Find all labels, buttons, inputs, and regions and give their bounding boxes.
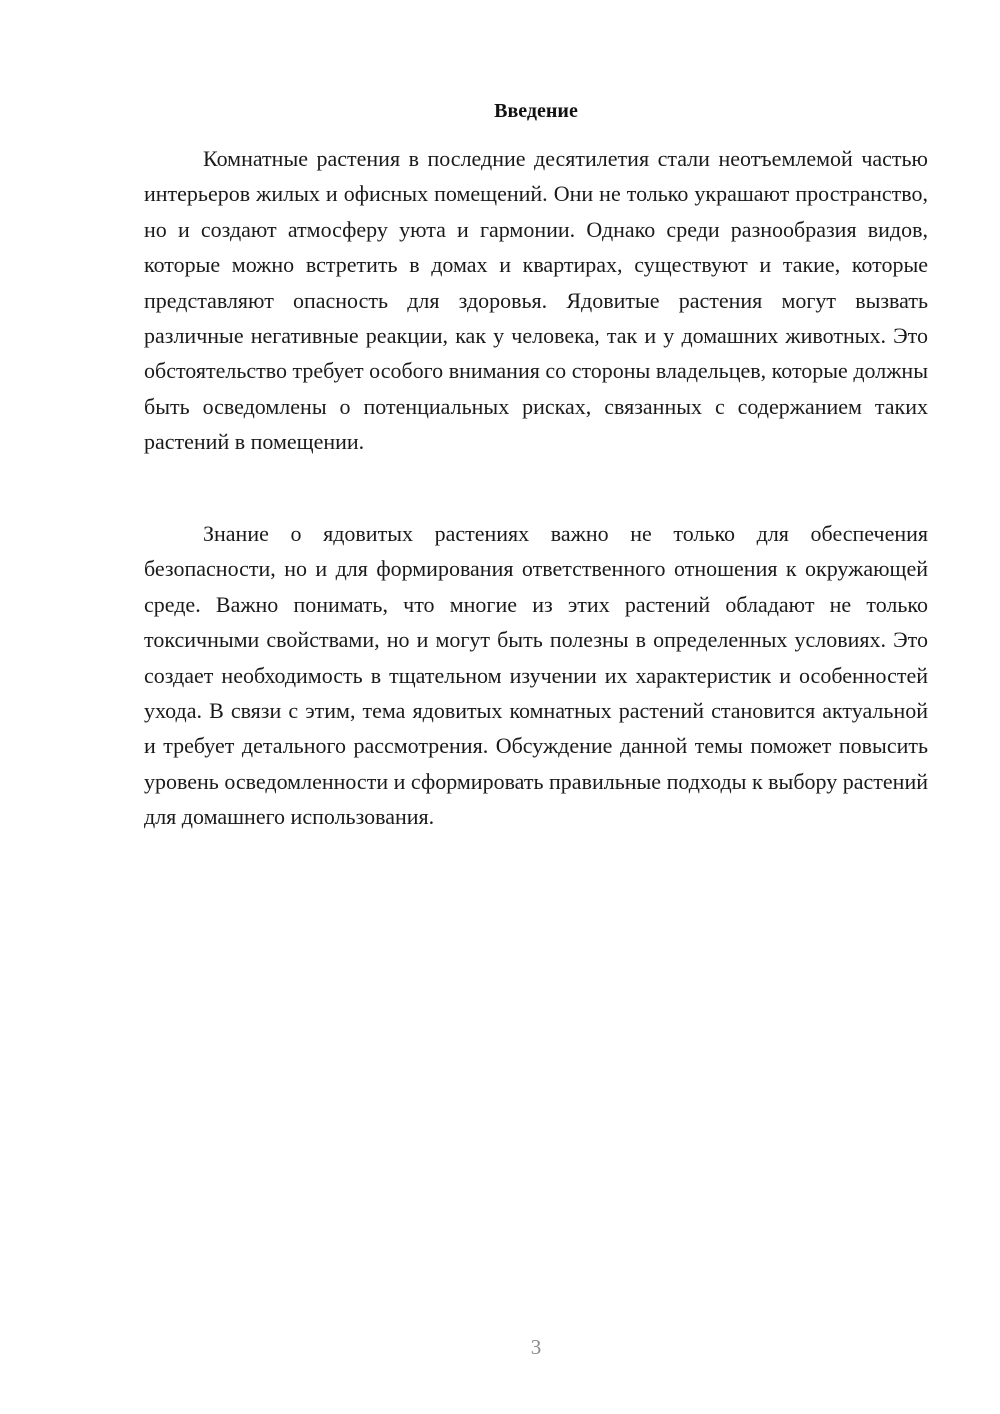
paragraph-2: Знание о ядовитых растениях важно не только для обеспечения безопасности, но и для формирования ответственного отношения к окружающей среде. Важно понимать, что многие из этих растений обладают не только токсичными свойствами, но и могут быть полезны в определенных условиях. Это создает необходимость в тщательном изучении их характеристик и особенностей ухода. В связи с этим, тема ядовитых комнатных растений становится актуальной и требует детального рассмотрения. Обсуждение данной темы поможет повысить уровень осведомленности и сформировать правильные подходы к выбору растений для домашнего использования. (144, 521, 928, 830)
section-heading: Введение (494, 100, 578, 122)
paragraph-1: Комнатные растения в последние десятилетия стали неотъемлемой частью интерьеров жилых и офисных помещений. Они не только украшают пространство, но и создают атмосферу уюта и гармонии. Однако среди разнообразия видов, которые можно встретить в домах и квартирах, существуют и такие, которые представляют опасность для здоровья. Ядовитые растения могут вызвать различные негативные реакции, как у человека, так и у домашних животных. Это обстоятельство требует особого внимания со стороны владельцев, которые должны быть осведомлены о потенциальных рисках, связанных с содержанием таких растений в помещении. (144, 146, 928, 455)
page-number: 3 (530, 1335, 542, 1359)
